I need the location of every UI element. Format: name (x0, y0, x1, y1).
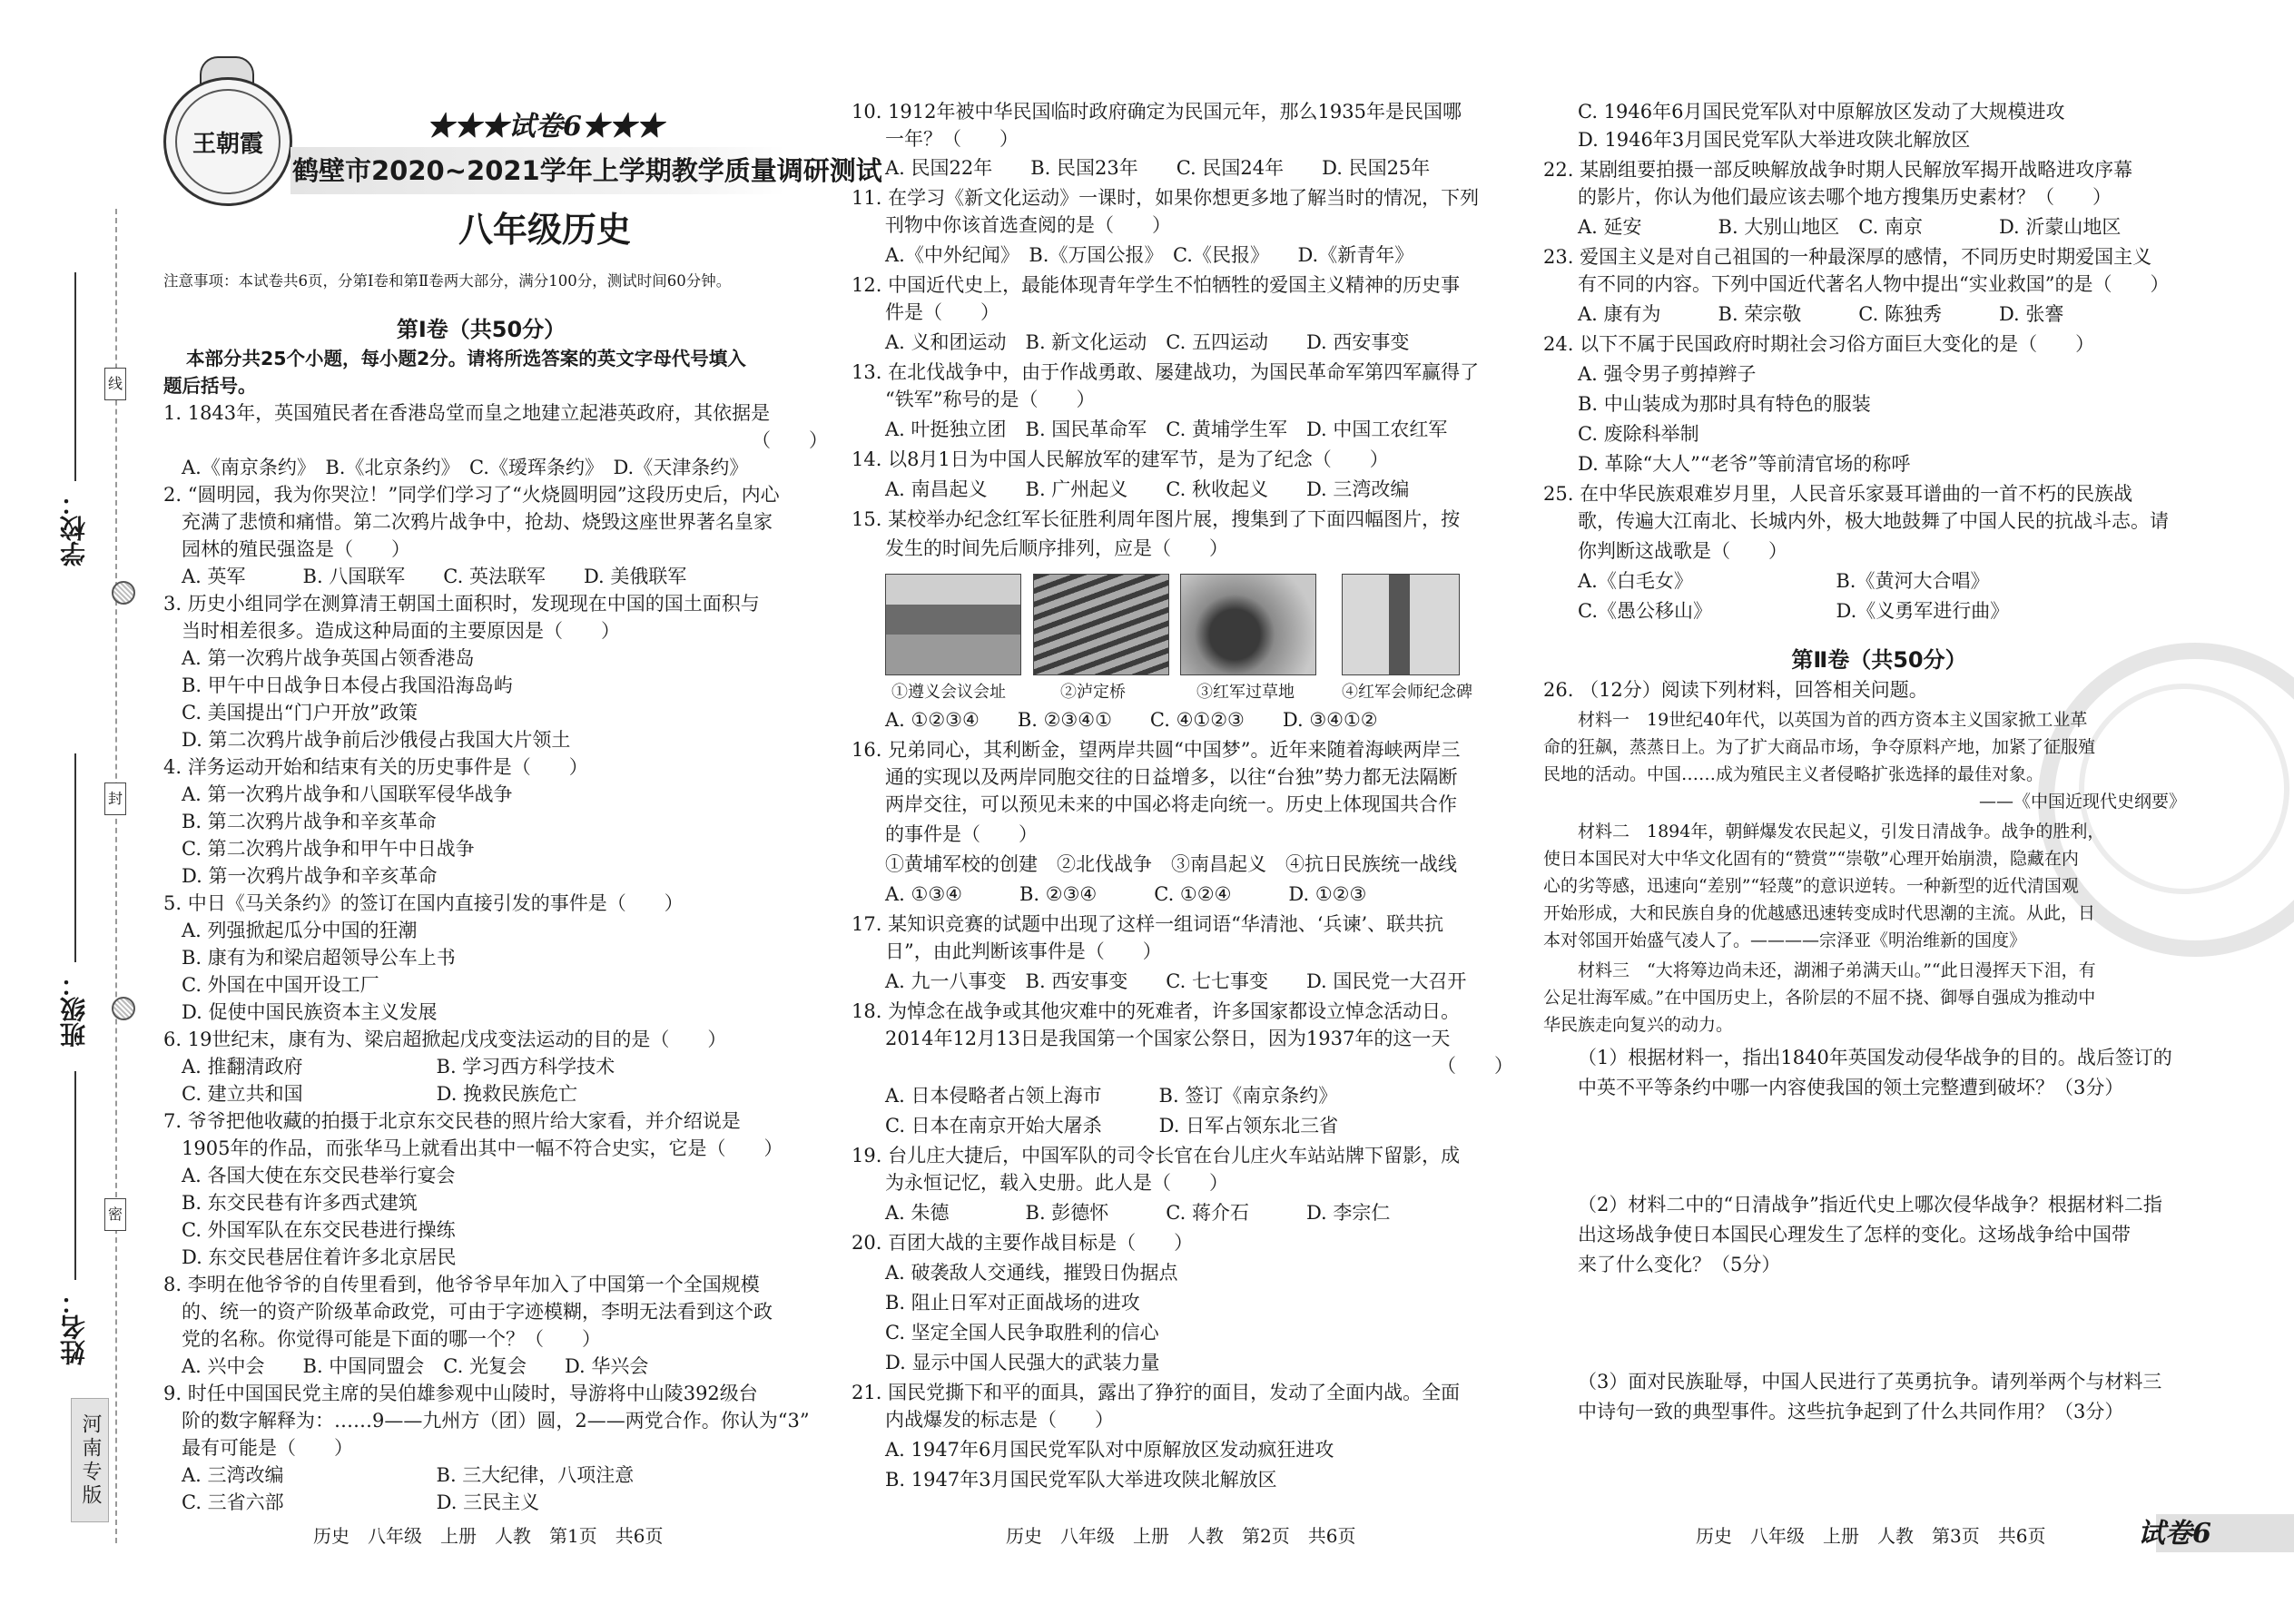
q9-options-cd: C. 三省六部 D. 三民主义 (182, 1491, 540, 1513)
q26-part2-line-1: （2）材料二中的“日清战争”指近代史上哪次侵华战争？根据材料二指 (1578, 1194, 2162, 1216)
seal-mark-seal: 封 (104, 782, 126, 815)
q5-stem: 5. 中日《马关条约》的签订在国内直接引发的事件是（ ） (163, 892, 684, 914)
q11-stem-2: 刊物中你该首选查阅的是（ ） (885, 214, 1171, 236)
q23-stem-2: 有不同的内容。下列中国近代著名人物中提出“实业救国”的是（ ） (1578, 273, 2170, 295)
q10-stem-1: 10. 1912年被中华民国临时政府确定为民国元年，那么1935年是民国哪 (852, 101, 1462, 123)
q22-stem-2: 的影片，你认为他们最应该去哪个地方搜集历史素材？（ ） (1578, 186, 2112, 208)
q2-options: A. 英军 B. 八国联军 C. 英法联军 D. 美俄联军 (182, 566, 687, 587)
q9-stem-1: 9. 时任中国国民党主席的吴伯雄参观中山陵时，导游将中山陵392级台 (163, 1383, 758, 1404)
exam-title: 鹤壁市2020~2021学年上学期教学质量调研测试 (292, 155, 882, 186)
q3-option-a: A. 第一次鸦片战争英国占领香港岛 (182, 647, 475, 669)
name-field[interactable] (56, 1071, 96, 1371)
q16-stem-4: 的事件是（ ） (885, 823, 1038, 845)
q20-option-d: D. 显示中国人民强大的武装力量 (885, 1352, 1160, 1373)
q11-stem-1: 11. 在学习《新文化运动》一课时，如果你想更多地了解当时的情况，下列 (852, 187, 1480, 209)
q26-stem: 26. （12分）阅读下列材料，回答相关问题。 (1543, 679, 1928, 701)
q14-options: A. 南昌起义 B. 广州起义 C. 秋收起义 D. 三湾改编 (885, 478, 1410, 500)
q8-stem-3: 党的名称。你觉得可能是下面的哪一个？（ ） (182, 1328, 601, 1350)
q7-option-d: D. 东交民巷居住着许多北京居民 (182, 1246, 457, 1268)
q5-option-d: D. 促使中国民族资本主义发展 (182, 1001, 438, 1023)
q25-options-cd: C.《愚公移山》 D.《义勇军进行曲》 (1578, 600, 2010, 622)
q1-blank[interactable]: （ ） (752, 429, 828, 451)
material-1-source: ——《中国近现代史纲要》 (1979, 792, 2187, 812)
q21-option-b: B. 1947年3月国民党军队大举进攻陕北解放区 (885, 1469, 1277, 1491)
footer-page-3: 历史 八年级 上册 人教 第3页 共6页 (1696, 1525, 2046, 1547)
q16-items: ①黄埔军校的创建 ②北伐战争 ③南昌起义 ④抗日民族统一战线 (885, 853, 1457, 875)
q3-option-d: D. 第二次鸦片战争前后沙俄侵占我国大片领土 (182, 729, 571, 751)
q20-stem: 20. 百团大战的主要作战目标是（ ） (852, 1232, 1194, 1254)
q10-options: A. 民国22年 B. 民国23年 C. 民国24年 D. 民国25年 (885, 157, 1431, 179)
q4-option-a: A. 第一次鸦片战争和八国联军侵华战争 (182, 783, 513, 805)
q15-stem-2: 发生的时间先后顺序排列，应是（ ） (885, 537, 1228, 559)
q23-options: A. 康有为 B. 荣宗敬 C. 陈独秀 D. 张謇 (1578, 303, 2064, 325)
q21-stem-2: 内战爆发的标志是（ ） (885, 1409, 1114, 1431)
q21-option-d: D. 1946年3月国民党军队大举进攻陕北解放区 (1578, 129, 1971, 151)
material-2-line-5: 本对邻国开始盛气凌人了。————宗泽亚《明治维新的国度》 (1543, 930, 2027, 950)
q21-stem-1: 21. 国民党撕下和平的面具，露出了狰狞的面目，发动了全面内战。全面 (852, 1382, 1461, 1403)
material-2-line-4: 开始形成，大和民族自身的优越感迅速转变成时代思潮的主流。从此，日 (1543, 903, 2096, 923)
q18-stem-2: 2014年12月13日是我国第一个国家公祭日，因为1937年的这一天 (885, 1028, 1451, 1049)
q3-stem-2: 当时相差很多。造成这种局面的主要原因是（ ） (182, 620, 620, 642)
q19-stem-2: 为永恒记忆，载入史册。此人是（ ） (885, 1172, 1228, 1194)
q17-stem-2: 日”，由此判断该事件是（ ） (885, 940, 1162, 962)
q12-stem-2: 件是（ ） (885, 301, 999, 323)
q7-stem-1: 7. 爷爷把他收藏的拍摄于北京东交民巷的照片给大家看，并介绍说是 (163, 1110, 741, 1132)
q15-options: A. ①②③④ B. ②③④① C. ④①②③ D. ③④①② (885, 709, 1378, 731)
q17-options: A. 九一八事变 B. 西安事变 C. 七七事变 D. 国民党一大召开 (885, 970, 1467, 992)
school-label: 学校： (59, 490, 89, 566)
q26-part1-line-2: 中英不平等条约中哪一内容使我国的领土完整遭到破坏？（3分） (1578, 1077, 2124, 1098)
q2-stem-1: 2. “圆明园，我为你哭泣！”同学们学习了“火烧圆明园”这段历史后，内心 (163, 484, 780, 506)
q8-stem-1: 8. 李明在他爷爷的自传里看到，他爷爷早年加入了中国第一个全国规模 (163, 1274, 760, 1295)
q5-option-a: A. 列强掀起瓜分中国的狂潮 (182, 920, 418, 941)
material-2-line-2: 使日本国民对大中华文化固有的“赞赏”“崇敬”心理开始崩溃，隐藏在内 (1543, 849, 2079, 869)
q21-option-a: A. 1947年6月国民党军队对中原解放区发动疯狂进攻 (885, 1439, 1334, 1461)
photo-zunyi-meeting-site (885, 574, 1021, 675)
q26-part3-line-1: （3）面对民族耻辱，中国人民进行了英勇抗争。请列举两个与材料三 (1578, 1371, 2162, 1393)
material-3-line-3: 华民族走向复兴的动力。 (1543, 1015, 1734, 1035)
q25-stem-2: 歌，传遍大江南北、长城内外，极大地鼓舞了中国人民的抗战斗志。请 (1578, 510, 2169, 532)
q24-option-b: B. 中山装成为那时具有特色的服装 (1578, 393, 1871, 415)
q1-options: A.《南京条约》 B.《北京条约》 C.《瑷珲条约》 D.《天津条约》 (182, 457, 749, 478)
q7-stem-2: 1905年的作品，而张华马上就看出其中一幅不符合史实，它是（ ） (182, 1137, 783, 1159)
q5-option-c: C. 外国在中国开设工厂 (182, 974, 379, 996)
q24-option-c: C. 废除科举制 (1578, 423, 1699, 445)
q2-stem-2: 充满了悲愤和痛惜。第二次鸦片战争中，抢劫、烧毁这座世界著名皇家 (182, 511, 773, 533)
q13-stem-2: “铁军”称号的是（ ） (885, 389, 1096, 410)
q26-part2-line-3: 来了什么变化？（5分） (1578, 1254, 1781, 1275)
binding-hole-2 (112, 997, 135, 1020)
caption-monument: ④红军会师纪念碑 (1342, 683, 1472, 702)
q5-option-b: B. 康有为和梁启超领导公车上书 (182, 947, 456, 969)
q26-part1-line-1: （1）根据材料一，指出1840年英国发动侵华战争的目的。战后签订的 (1578, 1047, 2172, 1068)
material-1-line-3: 民地的活动。中国……成为殖民主义者侵略扩张选择的最佳对象。 (1543, 764, 2044, 784)
q18-blank[interactable]: （ ） (1437, 1055, 1513, 1077)
q22-options: A. 延安 B. 大别山地区 C. 南京 D. 沂蒙山地区 (1578, 216, 2122, 238)
footer-page-1: 历史 八年级 上册 人教 第1页 共6页 (313, 1525, 664, 1547)
q4-option-b: B. 第二次鸦片战争和辛亥革命 (182, 811, 437, 832)
name-label: 姓名： (59, 1289, 89, 1365)
q25-stem-1: 25. 在中华民族艰难岁月里，人民音乐家聂耳谱曲的一首不朽的民族战 (1543, 483, 2133, 505)
q18-stem-1: 18. 为悼念在战争或其他灾难中的死难者，许多国家都设立悼念活动日。 (852, 1000, 1461, 1022)
footer-page-2: 历史 八年级 上册 人教 第2页 共6页 (1006, 1525, 1356, 1547)
q19-options: A. 朱德 B. 彭德怀 C. 蒋介石 D. 李宗仁 (885, 1202, 1391, 1224)
q3-option-b: B. 甲午中日战争日本侵占我国沿海岛屿 (182, 674, 513, 696)
q13-stem-1: 13. 在北伐战争中，由于作战勇敢、屡建战功，为国民革命军第四军赢得了 (852, 361, 1480, 383)
q4-option-d: D. 第一次鸦片战争和辛亥革命 (182, 865, 438, 887)
q18-options-cd: C. 日本在南京开始大屠杀 D. 日军占领东北三省 (885, 1115, 1339, 1137)
school-field[interactable] (56, 272, 96, 572)
province-badge: 河南专版 (71, 1398, 109, 1522)
q15-stem-1: 15. 某校举办纪念红军长征胜利周年图片展，搜集到了下面四幅图片，按 (852, 508, 1461, 530)
seal-mark-dense: 密 (104, 1198, 126, 1231)
q9-stem-3: 最有可能是（ ） (182, 1437, 353, 1459)
class-label: 班级： (59, 971, 89, 1048)
q8-stem-2: 的、统一的资产阶级革命政党，可由于字迹模糊，李明无法看到这个政 (182, 1301, 773, 1323)
q20-option-b: B. 阻止日军对正面战场的进攻 (885, 1292, 1140, 1314)
q20-option-c: C. 坚定全国人民争取胜利的信心 (885, 1322, 1159, 1343)
class-field[interactable] (56, 753, 96, 1053)
q13-options: A. 叶挺独立团 B. 国民革命军 C. 黄埔学生军 D. 中国工农红军 (885, 418, 1448, 440)
part2-title: 第Ⅱ卷（共50分） (1791, 647, 1967, 673)
q23-stem-1: 23. 爱国主义是对自己祖国的一种最深厚的感情，不同历史时期爱国主义 (1543, 246, 2152, 268)
q24-option-a: A. 强令男子剪掉辫子 (1578, 363, 1757, 385)
q19-stem-1: 19. 台儿庄大捷后，中国军队的司令长官在台儿庄火车站站牌下留影，成 (852, 1145, 1461, 1166)
q25-stem-3: 你判断这战歌是（ ） (1578, 540, 1787, 562)
q12-stem-1: 12. 中国近代史上，最能体现青年学生不怕牺牲的爱国主义精神的历史事 (852, 274, 1461, 296)
brand-logo (163, 77, 292, 206)
q9-stem-2: 阶的数字解释为：……9——九州方（团）圆，2——两党合作。你认为“3” (182, 1410, 810, 1432)
q17-stem-1: 17. 某知识竞赛的试题中出现了这样一组词语“华清池、‘兵谏’、联共抗 (852, 913, 1444, 935)
subject-title: 八年级历史 (458, 210, 631, 250)
q12-options: A. 义和团运动 B. 新文化运动 C. 五四运动 D. 西安事变 (885, 331, 1410, 353)
material-2-line-3: 心的劣等感，迅速向“差别”“轻蔑”的意识逆转。一种新型的近代清国观 (1543, 876, 2079, 896)
part1-intro-2: 题后括号。 (163, 375, 257, 397)
q7-option-b: B. 东交民巷有许多西式建筑 (182, 1192, 418, 1214)
photo-luding-bridge (1033, 574, 1169, 675)
corner-paper-label: 试卷6 (2138, 1518, 2211, 1550)
q11-options: A.《中外纪闻》 B.《万国公报》 C.《民报》 D.《新青年》 (885, 244, 1414, 266)
q16-options: A. ①③④ B. ②③④ C. ①②④ D. ①②③ (885, 883, 1367, 905)
q26-part2-line-2: 出这场战争使日本国民心理发生了怎样的变化。这场战争给中国带 (1578, 1224, 2131, 1245)
binding-hole-1 (112, 581, 135, 605)
caption-luding: ②泸定桥 (1060, 683, 1126, 702)
paper-number: ★★★试卷6★★★ (427, 111, 664, 143)
q6-options-ab: A. 推翻清政府 B. 学习西方科学技术 (182, 1056, 615, 1078)
q18-options-ab: A. 日本侵略者占领上海市 B. 签订《南京条约》 (885, 1085, 1338, 1107)
q26-part3-line-2: 中诗句一致的典型事件。这些抗争起到了什么共同作用？（3分） (1578, 1401, 2124, 1422)
q24-option-d: D. 革除“大人”“老爷”等前清官场的称呼 (1578, 453, 1911, 475)
photo-red-army-monument (1342, 574, 1460, 675)
q16-stem-2: 通的实现以及两岸同胞交往的日益增多，以往“台独”势力都无法隔断 (885, 766, 1458, 788)
material-1-line-2: 命的狂飙，蒸蒸日上。为了扩大商品市场，争夺原料产地，加紧了征服殖 (1543, 737, 2096, 757)
q7-option-c: C. 外国军队在东交民巷进行操练 (182, 1219, 456, 1241)
q4-option-c: C. 第二次鸦片战争和甲午中日战争 (182, 838, 475, 860)
q7-option-a: A. 各国大使在东交民巷举行宴会 (182, 1165, 456, 1186)
material-1-line-1: 材料一 19世纪40年代，以英国为首的西方资本主义国家掀工业革 (1578, 710, 2088, 730)
part1-intro-1: 本部分共25个小题，每小题2分。请将所选答案的英文字母代号填入 (186, 348, 746, 369)
caption-grasslands: ③红军过草地 (1196, 683, 1295, 702)
q10-stem-2: 一年？（ ） (885, 128, 1019, 150)
q20-option-a: A. 破袭敌人交通线，摧毁日伪据点 (885, 1262, 1178, 1284)
q16-stem-3: 两岸交往，可以预见未来的中国必将走向统一。历史上体现国共合作 (885, 793, 1457, 815)
q24-stem: 24. 以下不属于民国政府时期社会习俗方面巨大变化的是（ ） (1543, 333, 2095, 355)
q14-stem: 14. 以8月1日为中国人民解放军的建军节，是为了纪念（ ） (852, 448, 1389, 470)
q8-options: A. 兴中会 B. 中国同盟会 C. 光复会 D. 华兴会 (182, 1355, 649, 1377)
q6-options-cd: C. 建立共和国 D. 挽救民族危亡 (182, 1083, 578, 1105)
material-3-line-1: 材料三 “大将筹边尚未还，湖湘子弟满天山。”“此日漫挥天下泪，有 (1578, 960, 2096, 980)
q3-option-c: C. 美国提出“门户开放”政策 (182, 702, 418, 723)
q16-stem-1: 16. 兄弟同心，其利断金，望两岸共圆“中国梦”。近年来随着海峡两岸三 (852, 739, 1461, 761)
school-underline (74, 272, 76, 481)
photo-crossing-grasslands (1180, 574, 1316, 675)
part1-title: 第Ⅰ卷（共50分） (396, 317, 566, 342)
q22-stem-1: 22. 某剧组要拍摄一部反映解放战争时期人民解放军揭开战略进攻序幕 (1543, 159, 2133, 181)
q6-stem: 6. 19世纪末，康有为、梁启超掀起戊戌变法运动的目的是（ ） (163, 1029, 727, 1050)
name-underline (74, 1071, 76, 1280)
q21-option-c: C. 1946年6月国民党军队对中原解放区发动了大规模进攻 (1578, 101, 2065, 123)
material-2-line-1: 材料二 1894年，朝鲜爆发农民起义，引发日清战争。战争的胜利， (1578, 822, 2105, 842)
exam-notice: 注意事项：本试卷共6页，分第Ⅰ卷和第Ⅱ卷两大部分，满分100分，测试时间60分钟。 (163, 272, 732, 290)
q1-stem: 1. 1843年，英国殖民者在香港岛堂而皇之地建立起港英政府，其依据是 (163, 402, 771, 424)
seal-mark-line: 线 (104, 368, 126, 400)
caption-zunyi: ①遵义会议会址 (891, 683, 1006, 702)
q25-options-ab: A.《白毛女》 B.《黄河大合唱》 (1578, 570, 1990, 592)
q2-stem-3: 园林的殖民强盗是（ ） (182, 538, 410, 560)
class-underline (74, 753, 76, 962)
q3-stem-1: 3. 历史小组同学在测算清王朝国土面积时，发现现在中国的国土面积与 (163, 593, 760, 615)
brand-logo-text: 王朝霞 (175, 89, 281, 194)
material-3-line-2: 公足壮海军威。”在中国历史上，各阶层的不屈不挠、御辱自强成为推动中 (1543, 988, 2096, 1008)
q9-options-ab: A. 三湾改编 B. 三大纪律，八项注意 (182, 1464, 635, 1486)
binding-dashed-line (115, 209, 117, 1543)
q4-stem: 4. 洋务运动开始和结束有关的历史事件是（ ） (163, 756, 588, 778)
